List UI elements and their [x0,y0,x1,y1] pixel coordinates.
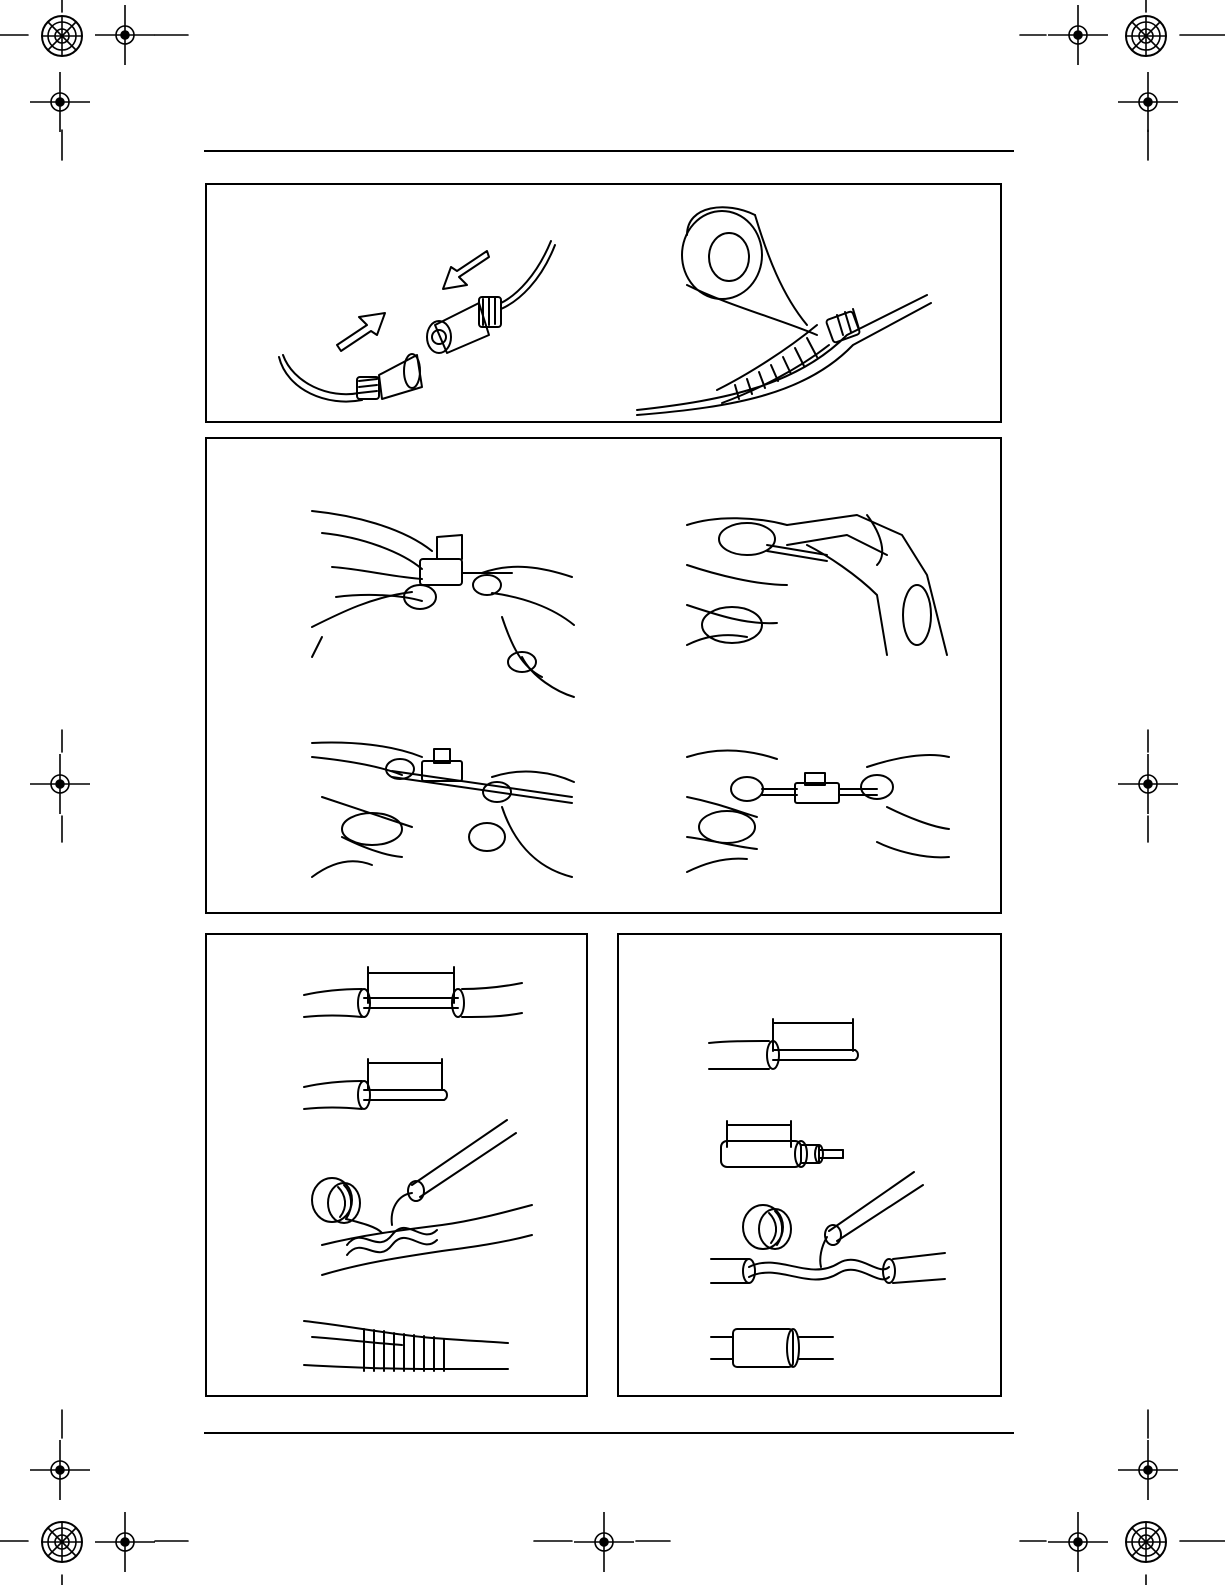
figure-panel-crimp-connector [205,437,1002,914]
hands-insert-wire-illustration [312,507,582,699]
footer-link[interactable] [128,1570,268,1582]
figure-panel-shielded-splice [617,933,1002,1397]
tape-wrap-illustration [207,185,1004,425]
heat-shrink-tube-illustration [709,1325,839,1377]
figure-panel-solder-splice [205,933,588,1397]
pliers-crimp-illustration [687,505,957,660]
footer-rule [204,1432,1014,1434]
strip-end-illustration [302,1057,462,1113]
hands-seat-connector-illustration [312,737,582,882]
strip-outer-jacket-illustration [707,1017,867,1075]
solder-twisted-wires-illustration [302,1115,532,1285]
header-rule [204,150,1014,152]
strip-middle-illustration [302,965,522,1027]
figure-panel-connector-taping [205,183,1002,423]
solder-shielded-wires-illustration [709,1167,949,1297]
hands-closed-connector-illustration [687,737,957,877]
taped-splice-illustration [302,1313,512,1381]
